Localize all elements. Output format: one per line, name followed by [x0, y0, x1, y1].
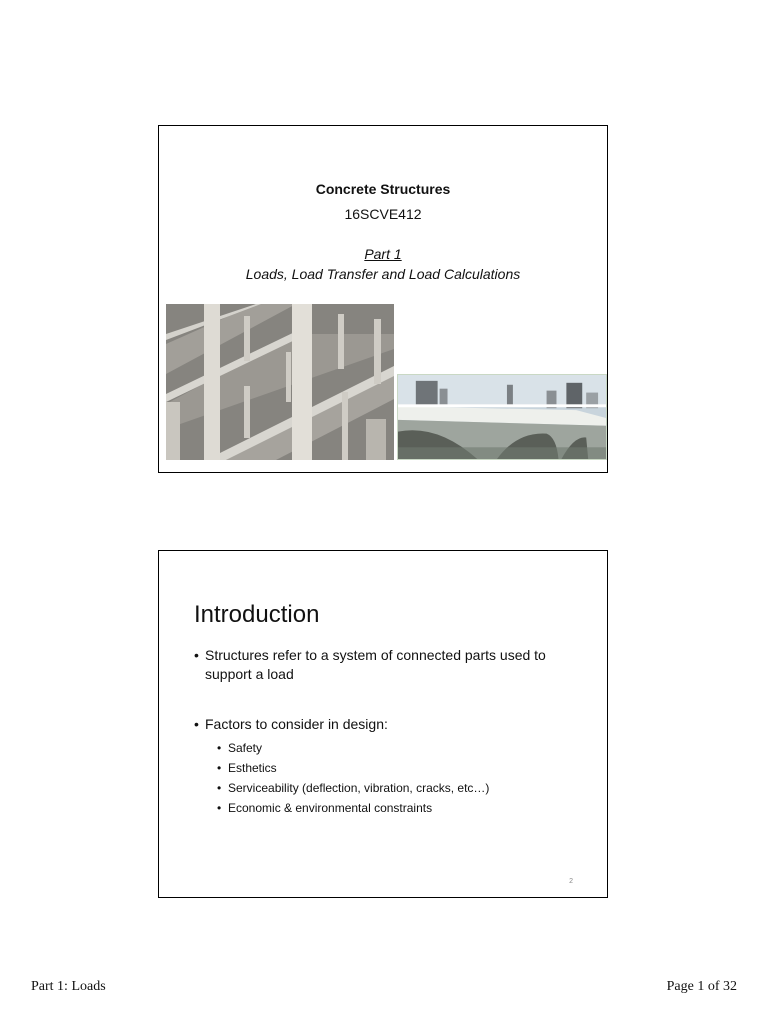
bullet-icon: •: [194, 647, 199, 663]
sub-bullet-text: Economic & environmental constraints: [228, 801, 433, 815]
bullet-icon: •: [217, 761, 222, 775]
course-code: 16SCVE412: [344, 206, 422, 222]
sub-bullet-text: Serviceability (deflection, vibration, cracks, etc…): [228, 781, 490, 795]
list-item: [194, 778, 584, 798]
sub-bullet-list: [194, 738, 584, 818]
footer-section-label: Part 1: Loads: [31, 979, 106, 994]
bullet-icon: •: [217, 781, 222, 795]
bullet-list: [194, 646, 584, 818]
bullet-text: Structures refer to a system of connected parts used to support a load: [205, 647, 546, 682]
slide-1: [158, 125, 608, 473]
concrete-frame-photo: [166, 304, 394, 460]
list-item: [194, 715, 584, 734]
slide-number: 2: [569, 878, 573, 885]
footer-page-number: Page 1 of 32: [666, 979, 737, 994]
part-label: Part 1: [364, 246, 402, 262]
list-item: [194, 758, 584, 778]
slide-heading: Introduction: [194, 601, 320, 628]
bullet-icon: •: [217, 741, 222, 755]
bullet-icon: •: [194, 716, 199, 732]
list-item: [194, 738, 584, 758]
bridge-photo: [397, 374, 607, 460]
bullet-icon: •: [217, 801, 222, 815]
slide-2: [158, 550, 608, 898]
sub-bullet-text: Esthetics: [228, 761, 277, 775]
bullet-text: Factors to consider in design:: [205, 716, 388, 732]
list-item: [194, 646, 584, 684]
slide-title: Concrete Structures: [315, 181, 451, 197]
slide-subtitle: Loads, Load Transfer and Load Calculations: [245, 266, 521, 282]
list-item: [194, 798, 584, 818]
sub-bullet-text: Safety: [228, 741, 263, 755]
